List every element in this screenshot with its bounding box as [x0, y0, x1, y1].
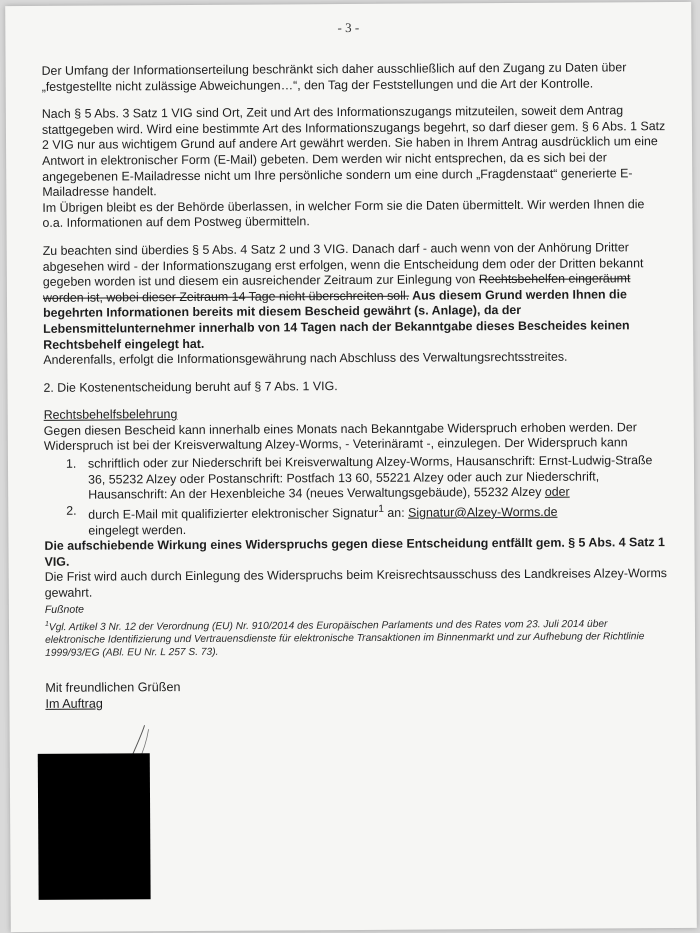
- document-page: [5, 2, 697, 932]
- list-item: [44, 500, 668, 539]
- paragraph-scope: Der Umfang der Informationserteilung beschränkt sich daher ausschließlich auf den Zugang zu Daten über „festgestellte nicht zulässige Abweichungen…“, den Tag der Feststellungen und die Art der Kontrolle.: [41, 60, 627, 94]
- paragraph-access-method: Nach § 5 Abs. 3 Satz 1 VIG sind Ort, Zeit und Art des Informationszugangs mitzuteilen, soweit dem Antrag stattgegeben wird. Wird eine bestimmte Art des Informationszugangs begehrt, so darf dieser gem. § 6 Abs. 1 Satz 2 VIG nur aus wichtigem Grund auf andere Art gewährt werden. Sie haben in Ihrem Antrag ausdrücklich um eine Antwort in elektronischer Form (E-Mail) gebeten. Dem werden wir nicht entsprechen, da es sich bei der angegebenen E-Mailadresse nicht um Ihre persönliche sondern um eine durch „Fragdenstaat“ generierte E-Mailadresse handelt.: [41, 103, 666, 200]
- paragraph-transmission: Im Übrigen bleibt es der Behörde überlassen, in welcher Form sie die Daten übermittelt. Wir werden Ihnen die o.a. Informationen auf dem Postweg übermitteln.: [42, 196, 645, 231]
- footnote: [45, 614, 669, 660]
- paragraph-costs: 2. Die Kostenentscheidung beruht auf § 7 Abs. 1 VIG.: [43, 378, 338, 395]
- redaction-block: [38, 753, 151, 900]
- list-number: 2.: [66, 503, 77, 518]
- footnote-number: 1: [44, 620, 49, 628]
- suspensive-effect-notice: Die aufschiebende Wirkung eines Widerspruchs gegen diese Entscheidung entfällt gem. § 5 Abs. 4 Satz 1 VIG.: [44, 535, 665, 569]
- closing-greeting: Mit freundlichen Grüßen: [45, 679, 181, 695]
- footnote-title: Fußnote: [44, 603, 85, 616]
- remedy-options-list: [44, 453, 668, 539]
- closing-auftrag: Im Auftrag: [45, 696, 103, 711]
- closing: [45, 676, 669, 712]
- legal-remedy-heading: Rechtsbehelfsbelehrung: [43, 407, 178, 423]
- list-item: [44, 453, 668, 504]
- list-item-text: schriftlich oder zur Niederschrift bei Kreisverwaltung Alzey-Worms, Hausanschrift: Ernst-Ludwig-Straße 36, 55232 Alzey oder Postanschrift: Postfach 13 60, 55221 Alzey oder auch zur Niederschrift, Hausanschrift: An der Hexenbleiche 34 (neues Verwaltungsgebäude), 55232 Alzey: [87, 453, 653, 502]
- struck-text: Rechtsbehelfen eingeräumt worden ist, wobei dieser Zeitraum 14 Tage nicht überschreiten soll.: [42, 271, 631, 305]
- deadline-text: Die Frist wird auch durch Einlegung des Widerspruchs beim Kreisrechtsausschuss des Landkreises Alzey-Worms gewahrt.: [44, 566, 668, 600]
- list-number: 1.: [65, 456, 77, 471]
- legal-remedy-section: [44, 404, 669, 601]
- page-number: - 3 -: [337, 19, 360, 36]
- third-party-intro: Zu beachten sind überdies § 5 Abs. 4 Satz 2 und 3 VIG. Danach darf - auch wenn von der Anhörung Dritter abgesehen wird - der Informationszugang erst erfolgen, wenn die Entscheidung dem oder der Dritten bekannt gegeben worden ist und diesem ein ausreichender Zeitraum zur Einlegung von: [42, 240, 644, 290]
- list-item-an: an:: [383, 505, 409, 520]
- list-item-end: eingelegt werden.: [88, 522, 187, 538]
- paragraph-third-party: [43, 240, 668, 369]
- list-item-oder: oder: [544, 484, 570, 500]
- otherwise-clause: Anderenfalls, erfolgt die Informationsgewährung nach Abschluss des Verwaltungsrechtsstreites.: [43, 349, 568, 367]
- email-link[interactable]: Signatur@Alzey-Worms.de: [408, 504, 558, 520]
- footnote-ref: 1: [378, 503, 384, 515]
- legal-remedy-text: Gegen diesen Bescheid kann innerhalb eines Monats nach Bekanntgabe Widerspruch erhoben werden. Der Widerspruch ist bei der Kreisverwaltung Alzey-Worms, - Veterinäramt -, einzulegen. Der Widerspruch kann: [43, 420, 637, 454]
- list-item-text: durch E-Mail mit qualifizierter elektronischer Signatur: [88, 505, 379, 522]
- grant-notice: Aus diesem Grund werden Ihnen die begehrten Informationen bereits mit diesem Bescheid gewährt (s. Anlage), da der Lebensmittelunternehmer innerhalb von 14 Tagen nach der Bekanntgabe dieses Bescheides keinen Rechtsbehelf eingelegt hat.: [43, 287, 630, 352]
- letter-body: [42, 60, 670, 712]
- footnote-text: Vgl. Artikel 3 Nr. 12 der Verordnung (EU) Nr. 910/2014 des Europäischen Parlaments und des Rates vom 23. Juli 2014 über elektronische Identifizierung und Vertrauensdienste für elektronische Transaktionen im Binnenmarkt und zur Aufhebung der Richtlinie 1999/93/EG (ABl. EU Nr. L 257 S. 73).: [45, 618, 645, 659]
